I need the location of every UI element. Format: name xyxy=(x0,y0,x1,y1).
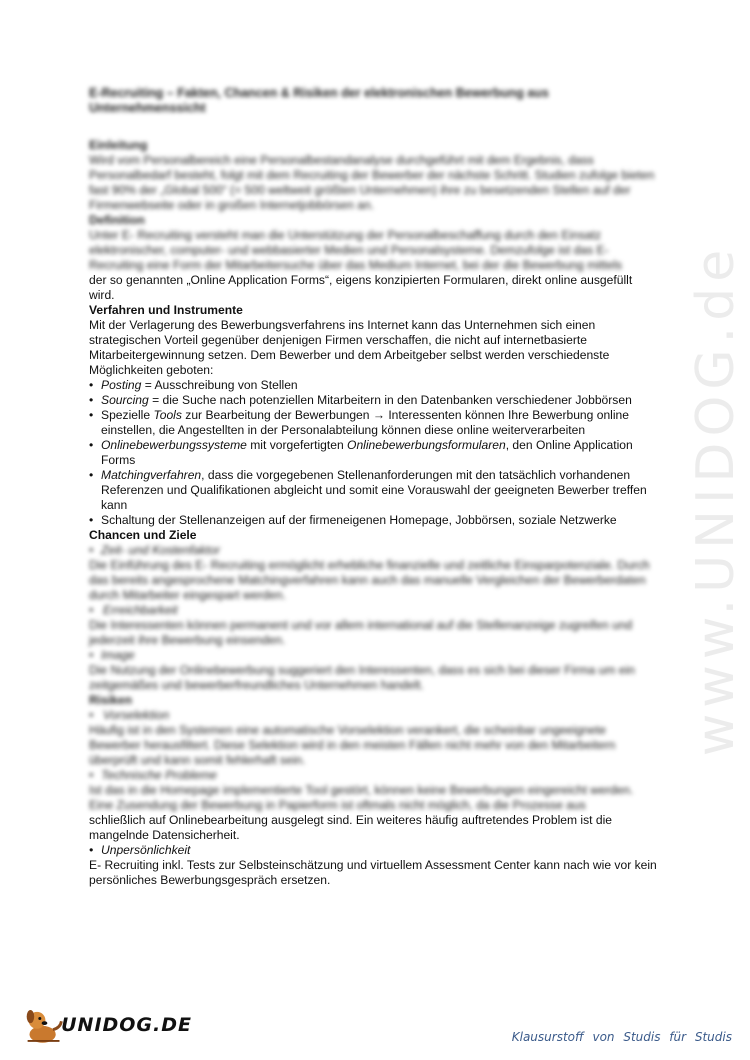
chance-text: Die Nutzung der Onlinebewerbung suggeriert den Interessenten, dass es sich bei dieser Firma um ein zeitgemäßes und bewerberfreundliches Unternehmen handelt. xyxy=(89,663,635,692)
heading-einleitung: Einleitung xyxy=(89,138,148,152)
list-item: • Onlinebewerbungssysteme mit vorgefertigten Onlinebewerbungsformularen, den Online Application Forms xyxy=(89,438,659,468)
heading-verfahren: Verfahren und Instrumente xyxy=(89,303,243,317)
heading-chancen: Chancen und Ziele xyxy=(89,528,197,542)
list-item: • Matchingverfahren, dass die vorgegebenen Stellenanforderungen mit den tatsächlich vorhandenen Referenzen und Qualifikationen abgleicht und somit eine Vorauswahl der geeigneten Bewerber treffen kann xyxy=(89,468,659,513)
paragraph-definition-clear: der so genannten „Online Application Forms“, eigens konzipierten Formularen, direkt online ausgefüllt wird. xyxy=(89,273,633,302)
document-title: E-Recruiting – Fakten, Chancen & Risiken der elektronischen Bewerbung aus Unternehmenssicht xyxy=(89,86,549,115)
risk-text: Häufig ist in den Systemen eine automatische Vorselektion verankert, die scheinbar ungeeignete Bewerber herausfiltert. Diese Selektion wird in den meisten Fällen nicht mehr von den Mitarbeitern überprüft und kann somit fehlerhaft sein. xyxy=(89,723,616,767)
watermark-text: www.UNIDOG.de xyxy=(686,243,746,757)
risk-text-blurred: Ist das in die Homepage implementierte Tool gestört, können keine Bewerbungen eingereicht werden. Eine Zusendung der Bewerbung in Papierform ist oftmals nicht möglich, da die Prozesse aus xyxy=(89,783,634,812)
instrument-list xyxy=(89,378,659,528)
chance-text: Die Interessenten können permanent und vor allem international auf die Stellenanzeige zugreifen und jederzeit ihre Bewerbung einsenden. xyxy=(89,618,633,647)
footer-tagline: Klausurstoff von Studis für Studis xyxy=(511,1030,732,1044)
heading-risiken: Risiken xyxy=(89,693,133,707)
chance-text: Die Einführung des E- Recruiting ermöglicht erhebliche finanzielle und zeitliche Einsparpotenziale. Durch das bereits angesprochene Matchingverfahren kann auch das manuelle Vergleichen der Bewerberdaten durch Mitarbeiter eingespart werden. xyxy=(89,558,650,602)
risk-label: • Unpersönlichkeit xyxy=(89,843,659,858)
risk-label: • Vorselektion xyxy=(89,708,659,723)
list-item: • Spezielle Tools zur Bearbeitung der Bewerbungen → Interessenten können Ihre Bewerbung online einstellen, die Angestellten in der Personalabteilung können diese online weiterverarbeiten xyxy=(89,408,659,438)
watermark xyxy=(686,243,746,757)
paragraph-verfahren: Mit der Verlagerung des Bewerbungsverfahrens ins Internet kann das Unternehmen sich einen strategischen Vorteil gegenüber denjenigen Firmen verschaffen, die nicht auf internetbasierte Mitarbeitergewinnung setzen. Dem Bewerber und dem Arbeitgeber selbst werden verschiedenste Möglichkeiten geboten: xyxy=(89,318,610,377)
unidog-logo[interactable] xyxy=(22,1000,192,1050)
risk-text-clear: schließlich auf Onlinebearbeitung ausgelegt sind. Ein weiteres häufig auftretendes Problem ist die mangelnde Datensicherheit. xyxy=(89,813,613,842)
paragraph-einleitung: Wird vom Personalbereich eine Personalbestandanalyse durchgeführt mit dem Ergebnis, dass Personalbedarf besteht, folgt mit dem Recruiting der Bewerber der nächste Schritt. Studien zufolge bieten fast 90% der „Global 500“ (= 500 weltweit größten Unternehmen) ihre zu besetzenden Stellen auf der Firmenwebseite oder in großen Internetjobbörsen an. xyxy=(89,153,655,212)
chance-label: • Zeit- und Kostenfaktor xyxy=(89,543,659,558)
list-item: • Posting = Ausschreibung von Stellen xyxy=(89,378,659,393)
heading-definition: Definition xyxy=(89,213,145,227)
risk-text: E- Recruiting inkl. Tests zur Selbsteinschätzung und virtuellem Assessment Center kann nach wie vor kein persönliches Bewerbungsgespräch ersetzen. xyxy=(89,858,657,887)
logo-text: UNIDOG.DE xyxy=(61,1014,192,1036)
chance-label: • Erreichbarkeit xyxy=(89,603,659,618)
chancen-list xyxy=(89,543,659,558)
list-item: • Sourcing = die Suche nach potenziellen Mitarbeitern in den Datenbanken verschiedener Jobbörsen xyxy=(89,393,659,408)
paragraph-definition-blurred: Unter E- Recruiting versteht man die Unterstützung der Personalbeschaffung durch den Einsatz elektronischer, computer- und webbasierter Medien und Personalsysteme. Demzufolge ist das E-Recruiting eine Form der Mitarbeitersuche über das Medium Internet, bei der die Bewerbung mittels xyxy=(89,228,623,272)
risk-label: • Technische Probleme xyxy=(89,768,659,783)
document-body xyxy=(89,86,659,888)
dog-icon xyxy=(22,1002,65,1048)
list-item: • Schaltung der Stellenanzeigen auf der firmeneigenen Homepage, Jobbörsen, soziale Netzwerke xyxy=(89,513,659,528)
chance-label: • Image xyxy=(89,648,659,663)
